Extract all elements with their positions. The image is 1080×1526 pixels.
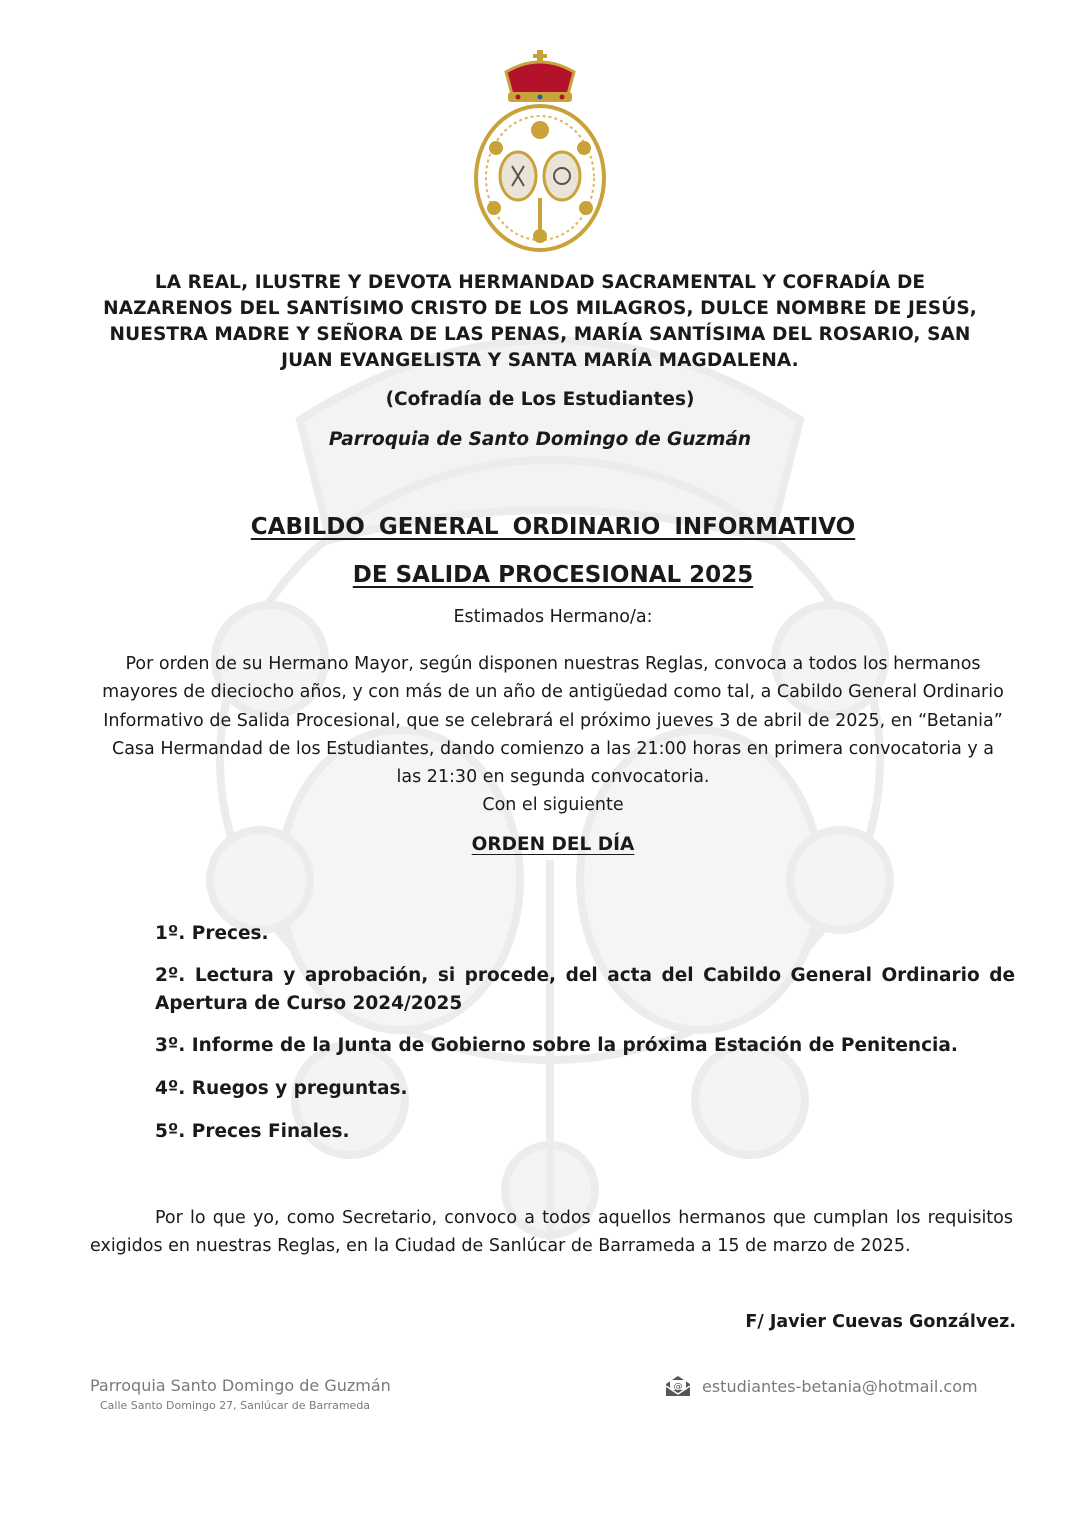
agenda-item-4: 4º. Ruegos y preguntas. — [155, 1078, 408, 1099]
intro-paragraph — [100, 650, 1006, 820]
cofradia-name: (Cofradía de Los Estudiantes) — [385, 389, 695, 410]
svg-text:@: @ — [673, 1382, 683, 1392]
hermandad-crest-icon — [466, 48, 614, 254]
footer-parroquia: Parroquia Santo Domingo de Guzmán — [90, 1376, 391, 1395]
document-heading-line2: DE SALIDA PROCESIONAL 2025 — [352, 562, 754, 588]
agenda-item-1: 1º. Preces. — [155, 923, 269, 944]
email-address[interactable]: estudiantes-betania@hotmail.com — [702, 1376, 978, 1396]
con-siguiente-text: Con el siguiente — [482, 795, 624, 816]
intro-text: Por orden de su Hermano Mayor, según disponen nuestras Reglas, convoca a todos los hermanos mayores de dieciocho años, y con más de un año de antigüedad como tal, a Cabildo General Ordinario Informativo de Salida Procesional, que se celebrará el próximo jueves 3 de abril de 2025, en “Betania” Casa Hermandad de los Estudiantes, dando comienzo a las 21:00 horas en primera convocatoria y a las 21:30 en segunda convocatoria. — [102, 654, 1004, 788]
agenda-item-3: 3º. Informe de la Junta de Gobierno sobre la próxima Estación de Penitencia. — [155, 1035, 958, 1056]
parroquia-name: Parroquia de Santo Domingo de Guzmán — [328, 429, 752, 450]
document-heading-line1: CABILDO GENERAL ORDINARIO INFORMATIVO — [250, 514, 856, 540]
orden-del-dia-title: ORDEN DEL DÍA — [471, 834, 635, 855]
footer-street-address: Calle Santo Domingo 27, Sanlúcar de Barrameda — [100, 1399, 371, 1412]
footer-email-block — [664, 1374, 978, 1398]
hermandad-title: LA REAL, ILUSTRE Y DEVOTA HERMANDAD SACRAMENTAL Y COFRADÍA DE NAZARENOS DEL SANTÍSIMO CRISTO DE LOS MILAGROS, DULCE NOMBRE DE JESÚS, NUESTRA MADRE Y SEÑORA DE LAS PENAS, MARÍA SANTÍSIMA DEL ROSARIO, SAN JUAN EVANGELISTA Y SANTA MARÍA MAGDALENA. — [103, 272, 977, 371]
footer-address-block — [90, 1376, 391, 1412]
signature: F/ Javier Cuevas Gonzálvez. — [745, 1312, 1016, 1332]
mail-icon — [664, 1374, 692, 1398]
agenda-item-2: 2º. Lectura y aprobación, si procede, del acta del Cabildo General Ordinario de Apertura de Curso 2024/2025 — [155, 965, 1015, 1014]
closing-paragraph: Por lo que yo, como Secretario, convoco a todos aquellos hermanos que cumplan los requisitos exigidos en nuestras Reglas, en la Ciudad de Sanlúcar de Barrameda a 15 de marzo de 2025. — [90, 1208, 1013, 1256]
greeting: Estimados Hermano/a: — [453, 607, 653, 627]
agenda-item-5: 5º. Preces Finales. — [155, 1121, 350, 1142]
